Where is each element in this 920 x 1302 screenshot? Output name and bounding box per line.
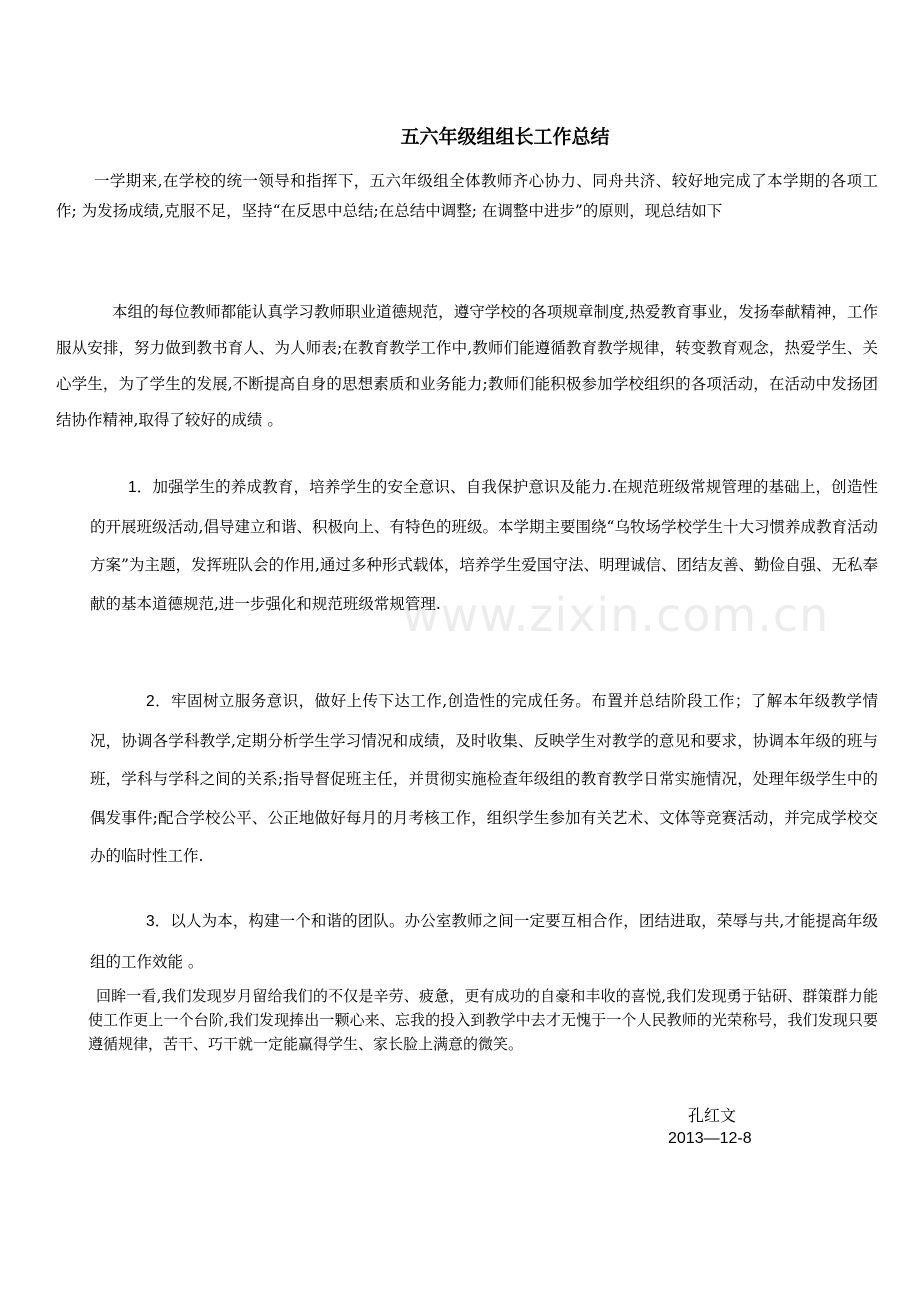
list-item: 3．以人为本，构建一个和谐的团队。办公室教师之间一定要互相合作，团结进取，荣辱与共,才能提高年级组的工作效能 。 [90, 912, 878, 971]
item-number: 2 [146, 693, 155, 710]
body-paragraph: 本组的每位教师都能认真学习教师职业道德规范，遵守学校的各项规章制度,热爱教育事业，发扬奉献精神，工作服从安排，努力做到教书育人、为人师表;在教育教学工作中,教师们能遵循教育教学规律，转变教育观念，热爱学生、关心学生，为了学生的发展,不断提高自身的思想素质和业务能力;教师们能积极参加学校组织的各项活动，在活动中发扬团结协作精神,取得了较好的成绩 。 [56, 303, 878, 429]
author-signature: 孔红文 [688, 1108, 737, 1125]
watermark: www.zixin.com.cn [402, 588, 830, 642]
item-text: 牢固树立服务意识，做好上传下达工作,创造性的完成任务。布置并总结阶段工作；了解本年级教学情况，协调各学科教学,定期分析学生学习情况和成绩，及时收集、反映学生对教学的意见和要求，协调本年级的班与班，学科与学科之间的关系;指导督促班主任，并贯彻实施检查年级组的教育教学日常实施情况，处理年级学生中的偶发事件;配合学校公平、公正地做好每月的月考核工作，组织学生参加有关艺术、文体等竞赛活动，并完成学校交办的临时性工作. [90, 692, 878, 865]
item-number: 3 [146, 913, 155, 930]
item-number: 1 [128, 479, 137, 496]
list-item: 1．加强学生的养成教育，培养学生的安全意识、自我保护意识及能力.在规范班级常规管理的基础上，创造性的开展班级活动,倡导建立和谐、积极向上、有特色的班级。本学期主要围绕“乌牧场学校学生十大习惯养成教育活动方案”为主题，发挥班队会的作用,通过多种形式载体，培养学生爱国守法、明理诚信、团结友善、勤俭自强、无私奉献的基本道德规范,进一步强化和规范班级常规管理. [90, 478, 878, 613]
intro-paragraph: 一学期来,在学校的统一领导和指挥下，五六年级组全体教师齐心协力、同舟共济、较好地完成了本学期的各项工作; 为发扬成绩,克服不足，坚持“在反思中总结;在总结中调整; 在调整中进步”的原则，现总结如下 [56, 172, 878, 220]
item-text: 以人为本，构建一个和谐的团队。办公室教师之间一定要互相合作，团结进取，荣辱与共,才能提高年级组的工作效能 。 [90, 912, 878, 971]
document-date: 2013—12-8 [668, 1130, 752, 1147]
document-title: 五六年级组组长工作总结 [400, 126, 610, 148]
item-text: 加强学生的养成教育，培养学生的安全意识、自我保护意识及能力.在规范班级常规管理的基础上，创造性的开展班级活动,倡导建立和谐、积极向上、有特色的班级。本学期主要围绕“乌牧场学校学生十大习惯养成教育活动方案”为主题，发挥班队会的作用,通过多种形式载体，培养学生爱国守法、明理诚信、团结友善、勤俭自强、无私奉献的基本道德规范,进一步强化和规范班级常规管理. [90, 478, 878, 613]
list-item: 2．牢固树立服务意识，做好上传下达工作,创造性的完成任务。布置并总结阶段工作；了解本年级教学情况，协调各学科教学,定期分析学生学习情况和成绩，及时收集、反映学生对教学的意见和要求，协调本年级的班与班，学科与学科之间的关系;指导督促班主任，并贯彻实施检查年级组的教育教学日常实施情况，处理年级学生中的偶发事件;配合学校公平、公正地做好每月的月考核工作，组织学生参加有关艺术、文体等竞赛活动，并完成学校交办的临时性工作. [90, 692, 878, 865]
closing-paragraph: 回眸一看,我们发现岁月留给我们的不仅是辛劳、疲惫，更有成功的自豪和丰收的喜悦,我们发现勇于钻研、群策群力能使工作更上一个台阶,我们发现捧出一颗心来、忘我的投入到教学中去才无愧于一个人民教师的光荣称号，我们发现只要遵循规律，苦干、巧干就一定能赢得学生、家长脸上满意的微笑。 [88, 987, 878, 1053]
